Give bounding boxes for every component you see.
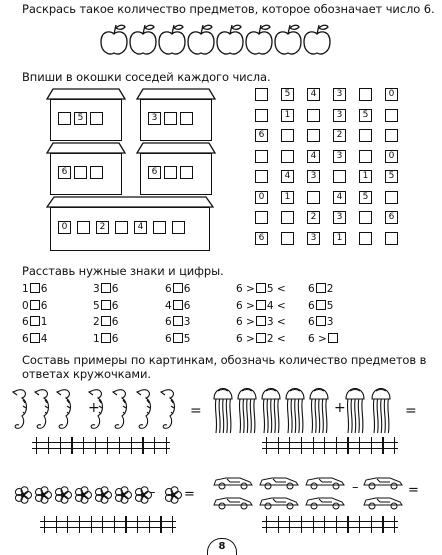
cell-left-value: 6 > — [236, 316, 255, 328]
grid-number-box[interactable]: 6 — [255, 232, 268, 245]
grid-number-box[interactable]: 4 — [333, 191, 346, 204]
house-3 — [46, 142, 126, 194]
grid-empty-box[interactable] — [359, 232, 372, 245]
comparison-cell[interactable] — [165, 300, 190, 312]
grid-empty-box[interactable] — [255, 109, 268, 122]
flower-icon — [95, 487, 111, 504]
grid-number-box[interactable]: 5 — [359, 109, 372, 122]
grid-number-box[interactable]: 1 — [333, 232, 346, 245]
grid-empty-box[interactable] — [385, 109, 398, 122]
minus-sign: – — [149, 485, 156, 500]
cell-right-value: 5 < — [266, 283, 286, 295]
cell-right-value: 3 < — [266, 316, 286, 328]
empty-answer-box[interactable] — [180, 112, 193, 125]
plus-sign-2: + — [334, 400, 346, 416]
grid-number-box[interactable]: 5 — [385, 170, 398, 183]
cell-right-value: 1 — [40, 316, 48, 328]
comparison-cell[interactable] — [93, 300, 118, 312]
cell-left-value: 6 — [308, 283, 315, 295]
cell-right-value: 6 — [183, 283, 191, 295]
grid-empty-box[interactable] — [385, 191, 398, 204]
apple-icon — [246, 25, 272, 54]
equals-sign: = — [190, 403, 202, 419]
grid-number-box[interactable]: 6 — [385, 211, 398, 224]
grid-number-box[interactable]: 0 — [385, 88, 398, 101]
car-icon — [306, 478, 344, 489]
cell-left-value: 6 — [165, 283, 172, 295]
empty-answer-box[interactable] — [180, 166, 193, 179]
answer-box[interactable] — [30, 316, 40, 326]
empty-answer-box[interactable] — [74, 166, 87, 179]
cell-left-value: 6 — [308, 316, 315, 328]
cell-right-value: 6 — [111, 299, 119, 312]
comparison-cell[interactable] — [93, 333, 118, 345]
empty-answer-box[interactable] — [77, 221, 90, 234]
cell-left-value: 1 — [22, 283, 29, 295]
answer-box[interactable] — [256, 283, 266, 293]
house-1 — [46, 88, 126, 140]
comparison-cell[interactable] — [236, 333, 286, 345]
number-box[interactable]: 0 — [58, 221, 71, 234]
flowers-picture — [14, 483, 184, 507]
task4-instruction-line1: Составь примеры по картинкам, обозначь количество предметов в — [22, 353, 427, 367]
empty-answer-box[interactable] — [58, 112, 71, 125]
jellyfish-icon — [346, 389, 364, 434]
answer-line-jellyfish[interactable] — [262, 437, 398, 455]
comparison-cell[interactable] — [308, 283, 333, 295]
apple-icon — [101, 25, 127, 54]
seahorse-icon — [137, 390, 151, 429]
grid-empty-box[interactable] — [255, 170, 268, 183]
grid-empty-box[interactable] — [359, 150, 372, 163]
equals-sign-4: = — [408, 483, 419, 498]
grid-number-box[interactable]: 3 — [307, 170, 320, 183]
apple-icon — [304, 25, 330, 54]
comparison-cell[interactable] — [165, 333, 190, 345]
cell-right-value: 5 — [326, 299, 334, 312]
answer-box[interactable] — [256, 300, 266, 310]
grid-number-box[interactable]: 5 — [359, 191, 372, 204]
grid-number-box[interactable]: 0 — [255, 191, 268, 204]
apple-icon — [159, 25, 185, 54]
flower-icon — [55, 487, 71, 504]
answer-box[interactable] — [256, 333, 266, 343]
seahorse-icon — [35, 390, 49, 429]
grid-number-box[interactable]: 5 — [281, 88, 294, 101]
grid-empty-box[interactable] — [255, 88, 268, 101]
flower-icon — [15, 487, 31, 504]
answer-box[interactable] — [101, 316, 111, 326]
cell-right-value: 4 < — [266, 299, 286, 312]
answer-box[interactable] — [316, 283, 326, 293]
comparison-cell[interactable] — [236, 283, 286, 295]
apples-row — [100, 22, 340, 58]
answer-line-cars[interactable] — [262, 516, 398, 534]
answer-box[interactable] — [173, 333, 183, 343]
jellyfish-icon — [214, 389, 232, 434]
car-icon — [364, 498, 402, 509]
number-box[interactable]: 3 — [148, 112, 161, 125]
seahorse-icon — [161, 390, 175, 429]
seahorse-icon — [113, 390, 127, 429]
apple-icon — [130, 25, 156, 54]
cell-left-value: 4 — [165, 299, 172, 312]
grid-empty-box[interactable] — [255, 211, 268, 224]
empty-answer-box[interactable] — [172, 221, 185, 234]
cell-left-value: 6 > — [236, 299, 255, 312]
number-box[interactable]: 6 — [148, 166, 161, 179]
house-5 — [46, 196, 214, 250]
answer-box[interactable] — [30, 300, 40, 310]
comparison-cell[interactable] — [236, 316, 286, 328]
apple-icon — [188, 25, 214, 54]
jellyfish-icon — [310, 389, 328, 434]
task2-instruction: Впиши в окошки соседей каждого числа. — [22, 70, 271, 84]
grid-number-box[interactable]: 2 — [333, 129, 346, 142]
cell-left-value: 5 — [93, 299, 100, 312]
grid-number-box[interactable]: 3 — [307, 232, 320, 245]
answer-box[interactable] — [173, 283, 183, 293]
empty-answer-box[interactable] — [90, 166, 103, 179]
answer-box[interactable] — [101, 283, 111, 293]
grid-number-box[interactable]: 4 — [307, 150, 320, 163]
house-2 — [136, 88, 216, 140]
empty-answer-box[interactable] — [115, 221, 128, 234]
jellyfish-icon — [262, 389, 280, 434]
task1-instruction: Раскрась такое количество предметов, которое обозначает число 6. — [22, 2, 435, 16]
cars-picture — [212, 472, 408, 512]
grid-number-box[interactable]: 6 — [255, 129, 268, 142]
answer-box[interactable] — [173, 300, 183, 310]
grid-empty-box[interactable] — [359, 211, 372, 224]
cell-left-value: 6 — [165, 332, 172, 345]
cell-right-value: 4 — [40, 332, 48, 345]
grid-empty-box[interactable] — [281, 211, 294, 224]
comparison-cell[interactable] — [236, 300, 286, 312]
comparison-cell[interactable] — [93, 316, 118, 328]
cell-left-value: 6 > — [308, 332, 327, 345]
car-icon — [214, 498, 252, 509]
cell-right-value: 6 — [111, 316, 119, 328]
comparison-cell[interactable] — [22, 333, 47, 345]
grid-empty-box[interactable] — [281, 150, 294, 163]
cell-right-value: 3 — [326, 316, 334, 328]
answer-box[interactable] — [173, 316, 183, 326]
comparison-cell[interactable] — [22, 300, 47, 312]
apple-icon — [275, 25, 301, 54]
comparison-cell[interactable] — [165, 316, 190, 328]
grid-number-box[interactable]: 0 — [385, 150, 398, 163]
comparison-cell[interactable] — [308, 333, 339, 345]
cell-left-value: 1 — [93, 332, 100, 345]
grid-empty-box[interactable] — [281, 232, 294, 245]
empty-answer-box[interactable] — [164, 166, 177, 179]
jellyfish-picture — [212, 381, 412, 437]
plus-sign: + — [88, 400, 100, 416]
empty-answer-box[interactable] — [164, 112, 177, 125]
task3-instruction: Расставь нужные знаки и цифры. — [22, 264, 224, 278]
cell-left-value: 6 — [22, 316, 29, 328]
comparison-cell[interactable] — [165, 283, 190, 295]
cell-right-value: 6 — [111, 283, 119, 295]
grid-empty-box[interactable] — [359, 88, 372, 101]
jellyfish-icon — [372, 389, 390, 434]
cell-right-value: 2 — [326, 283, 334, 295]
answer-box[interactable] — [30, 333, 40, 343]
grid-number-box[interactable]: 1 — [281, 191, 294, 204]
seahorses-picture — [12, 386, 202, 434]
answer-box[interactable] — [316, 300, 326, 310]
car-icon — [260, 498, 298, 509]
answer-box[interactable] — [256, 316, 266, 326]
cell-right-value: 3 — [183, 316, 191, 328]
grid-empty-box[interactable] — [333, 170, 346, 183]
cell-left-value: 6 — [22, 332, 29, 345]
cell-left-value: 2 — [93, 316, 100, 328]
grid-number-box[interactable]: 3 — [333, 211, 346, 224]
cell-right-value: 6 — [40, 283, 48, 295]
flower-icon — [115, 487, 131, 504]
empty-answer-box[interactable] — [153, 221, 166, 234]
equals-sign-3: = — [184, 487, 195, 502]
grid-empty-box[interactable] — [307, 191, 320, 204]
comparison-cell[interactable] — [308, 316, 333, 328]
cell-left-value: 6 — [165, 316, 172, 328]
empty-answer-box[interactable] — [90, 112, 103, 125]
cell-left-value: 3 — [93, 283, 100, 295]
cell-left-value: 6 > — [236, 332, 255, 345]
seahorse-icon — [13, 390, 27, 429]
flower-icon — [75, 487, 91, 504]
grid-number-box[interactable]: 4 — [281, 170, 294, 183]
answer-box[interactable] — [101, 333, 111, 343]
answer-line-seahorses[interactable] — [32, 437, 170, 455]
answer-box[interactable] — [30, 283, 40, 293]
grid-number-box[interactable]: 4 — [307, 88, 320, 101]
task4-instruction-line2: ответах кружочками. — [22, 367, 151, 381]
answer-box[interactable] — [316, 316, 326, 326]
grid-empty-box[interactable] — [359, 129, 372, 142]
grid-number-box[interactable]: 1 — [281, 109, 294, 122]
number-box[interactable]: 4 — [134, 221, 147, 234]
car-icon — [306, 498, 344, 509]
house-4 — [136, 142, 216, 194]
comparison-cell[interactable] — [93, 283, 118, 295]
grid-number-box[interactable]: 3 — [333, 109, 346, 122]
grid-empty-box[interactable] — [307, 129, 320, 142]
cell-right-value: 2 < — [266, 332, 286, 345]
grid-number-box[interactable]: 2 — [307, 211, 320, 224]
flower-icon — [35, 487, 51, 504]
number-box[interactable]: 2 — [96, 221, 109, 234]
grid-number-box[interactable]: 3 — [333, 150, 346, 163]
grid-empty-box[interactable] — [255, 150, 268, 163]
cell-left-value: 6 — [308, 299, 315, 312]
cell-right-value: 6 — [40, 299, 48, 312]
cell-left-value: 0 — [22, 299, 29, 312]
grid-number-box[interactable]: 1 — [359, 170, 372, 183]
page-number: 8 — [207, 538, 237, 555]
grid-empty-box[interactable] — [385, 232, 398, 245]
cell-right-value: 6 — [111, 332, 119, 345]
grid-number-box[interactable]: 3 — [333, 88, 346, 101]
equals-sign-2: = — [405, 403, 417, 419]
comparison-cell[interactable] — [22, 283, 47, 295]
number-box[interactable]: 5 — [74, 112, 87, 125]
cell-right-value: 5 — [183, 332, 191, 345]
seahorse-icon — [57, 390, 71, 429]
car-icon — [364, 478, 402, 489]
grid-empty-box[interactable] — [385, 129, 398, 142]
flower-icon — [165, 487, 181, 504]
number-box[interactable]: 6 — [58, 166, 71, 179]
jellyfish-icon — [286, 389, 304, 434]
answer-box[interactable] — [328, 333, 338, 343]
car-icon — [214, 478, 252, 489]
minus-sign-2: – — [352, 480, 359, 495]
comparison-cell[interactable] — [308, 300, 333, 312]
cell-left-value: 6 > — [236, 283, 255, 295]
answer-box[interactable] — [101, 300, 111, 310]
apple-icon — [217, 25, 243, 54]
comparison-cell[interactable] — [22, 316, 47, 328]
cell-right-value: 6 — [183, 299, 191, 312]
car-icon — [260, 478, 298, 489]
grid-empty-box[interactable] — [307, 109, 320, 122]
jellyfish-icon — [238, 389, 256, 434]
answer-line-flowers[interactable] — [40, 516, 176, 534]
grid-empty-box[interactable] — [281, 129, 294, 142]
